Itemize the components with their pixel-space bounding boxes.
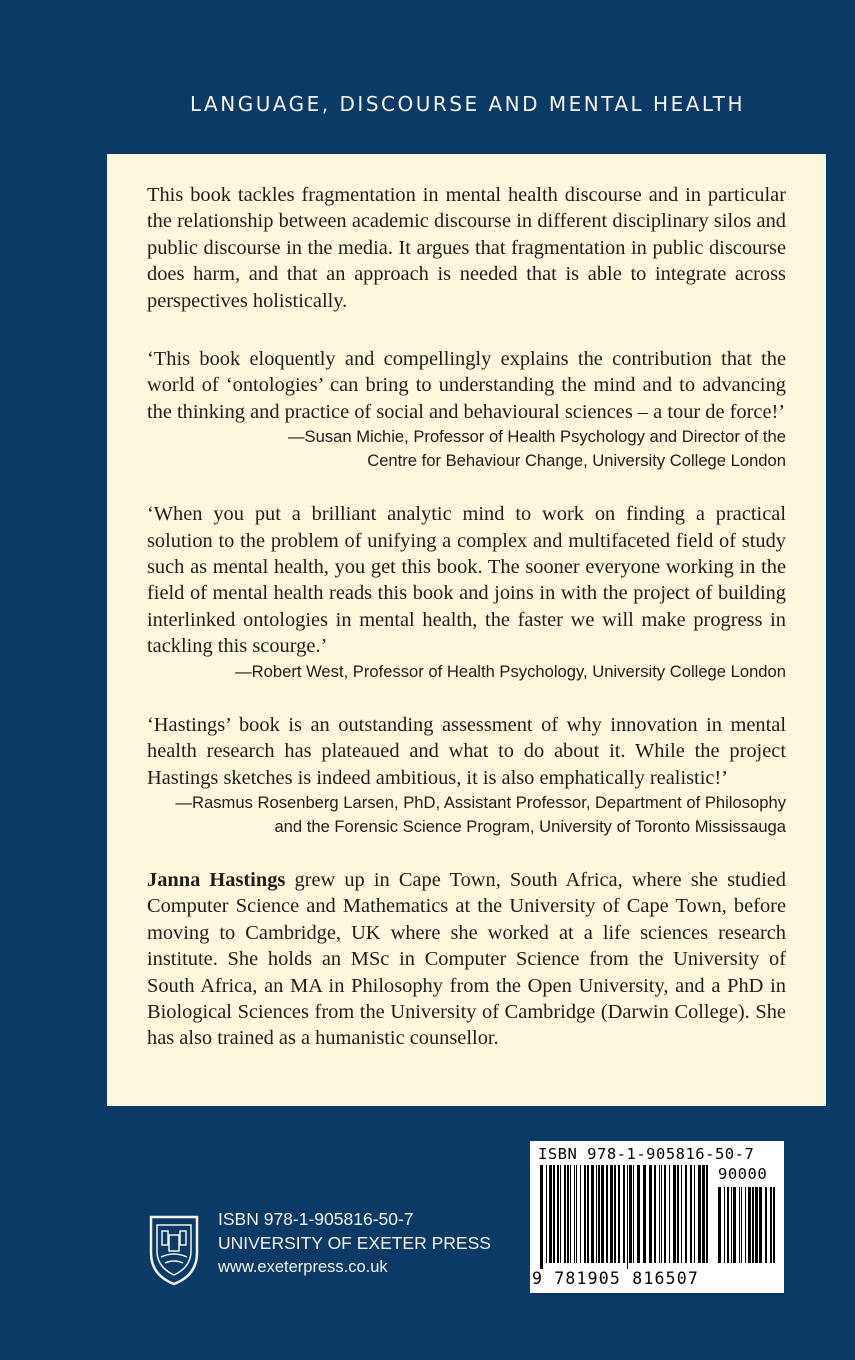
barcode-bar [690,1165,692,1263]
barcode-bar [596,1165,597,1263]
barcode-bar [673,1165,676,1263]
endorsement-attribution-2: —Robert West, Professor of Health Psychology, University College London [235,661,786,681]
barcode-bar [739,1187,740,1263]
barcode-bar [580,1165,581,1263]
barcode-bar [654,1165,656,1263]
barcode-bar [627,1165,628,1269]
barcode-bar [601,1165,604,1263]
barcode-bar [702,1165,705,1263]
endorsement-attribution-3: —Rasmus Rosenberg Larsen, PhD, Assistant Professor, Department of Philosophy and the Forensic Science Program, University of Toronto Mississauga [175,792,786,836]
publisher-url[interactable]: www.exeterpress.co.uk [218,1258,388,1276]
barcode-bar [765,1187,767,1263]
barcode-bar [570,1165,571,1263]
barcode-bar [745,1187,746,1263]
barcode-bar [733,1187,736,1263]
barcode-bar [664,1165,666,1263]
publisher-info [218,1207,491,1279]
barcode-bar [567,1165,569,1263]
publisher-name: UNIVERSITY OF EXETER PRESS [218,1233,491,1253]
author-bio: Janna Hastings grew up in Cape Town, South Africa, where she studied Computer Science and Mathematics at the University of Cape Town, before moving to Cambridge, UK where she worked at a life sciences research institute. She holds an MSc in Computer Science from the University of South Africa, an MA in Philosophy from the Open University, and a PhD in Biological Sciences from the University of Cambridge (Darwin College). She has also trained as a humanistic counsellor. [147,868,786,1050]
barcode-bar [770,1187,772,1263]
barcode-bar [614,1165,616,1263]
barcode-bar [618,1165,620,1263]
barcode-bar [718,1187,721,1263]
barcode-bar [564,1165,566,1263]
barcode-bar [724,1187,725,1263]
barcode-bar [698,1165,701,1263]
price-barcode-bars [718,1187,776,1269]
barcode-bar [606,1165,608,1263]
barcode-bar [661,1165,662,1263]
barcode-bar [759,1187,762,1263]
barcode-bar [752,1187,754,1263]
barcode-bar [731,1187,732,1263]
barcode-bar [623,1165,625,1263]
barcode-price-code: 90000 [718,1165,768,1183]
barcode-bar [553,1165,555,1263]
barcode-bar [677,1165,679,1263]
back-cover-panel [107,154,826,1106]
barcode-digits: 9 781905 816507 [532,1269,700,1288]
barcode-bar [741,1187,742,1263]
barcode-bar [773,1187,775,1263]
barcode-bar [629,1165,632,1263]
author-name: Janna Hastings [147,868,286,891]
endorsement-quote-1: ‘This book eloquently and compellingly explains the contribution that the world of ‘ontologies’ can bring to understanding the mind and to advancing the thinking and practice of social and behavioural sciences – a tour de force!’ [147,348,786,423]
barcode-bar [540,1165,543,1269]
barcode-bar [755,1187,758,1263]
barcode-bar [587,1165,589,1263]
barcode-bars [540,1165,712,1269]
barcode-bar [681,1165,682,1263]
barcode-bar [549,1165,552,1263]
barcode-bar [748,1187,751,1263]
barcode-bar [610,1165,613,1263]
barcode-bar [546,1165,547,1263]
barcode-bar [633,1165,634,1263]
barcode-bar [637,1165,640,1263]
barcode-isbn-label: ISBN 978-1-905816-50-7 [538,1145,755,1163]
barcode-bar [685,1165,687,1263]
isbn-barcode [530,1141,784,1293]
barcode-bar [591,1165,594,1263]
barcode-bar [574,1165,575,1263]
barcode-bar [669,1165,670,1263]
university-of-exeter-press-logo-icon [147,1211,201,1287]
barcode-bar [598,1165,600,1263]
book-blurb: This book tackles fragmentation in mental health discourse and in particular the relationship between academic discourse in different disciplinary silos and public discourse in the media. It argues that fragmentation in public discourse does harm, and that an approach is needed that is able to integrate across perspectives holistically. [147,184,786,312]
endorsement-quote-3: ‘Hastings’ book is an outstanding assessment of why innovation in mental health research has plateaued and what to do about it. While the project Hastings sketches is indeed ambitious, it is also emphatically realistic!’ [147,713,786,789]
endorsement-attribution-1: —Susan Michie, Professor of Health Psychology and Director of the Centre for Behaviour Change, University College London [287,427,786,471]
barcode-bar [659,1165,660,1263]
barcode-bar [694,1165,695,1263]
barcode-bar [557,1165,559,1263]
barcode-bar [560,1165,561,1263]
endorsement-quote-2: ‘When you put a brilliant analytic mind to work on finding a practical solution to the problem of unifying a complex and multifaceted field of study such as mental health, you get this book. The sooner everyone working in the field of mental health reads this book and joins in with the project of building interlinked ontologies in mental health, the faster we will make progress in tackling this scourge.’ [147,503,786,658]
publisher-isbn: ISBN 978-1-905816-50-7 [218,1209,414,1229]
barcode-bar [576,1165,577,1263]
barcode-bar [649,1165,652,1263]
barcode-bar [727,1187,729,1263]
barcode-bar [643,1165,646,1263]
barcode-bar [584,1165,586,1263]
series-title: LANGUAGE, DISCOURSE AND MENTAL HEALTH [189,92,746,116]
barcode-bar [706,1165,708,1263]
